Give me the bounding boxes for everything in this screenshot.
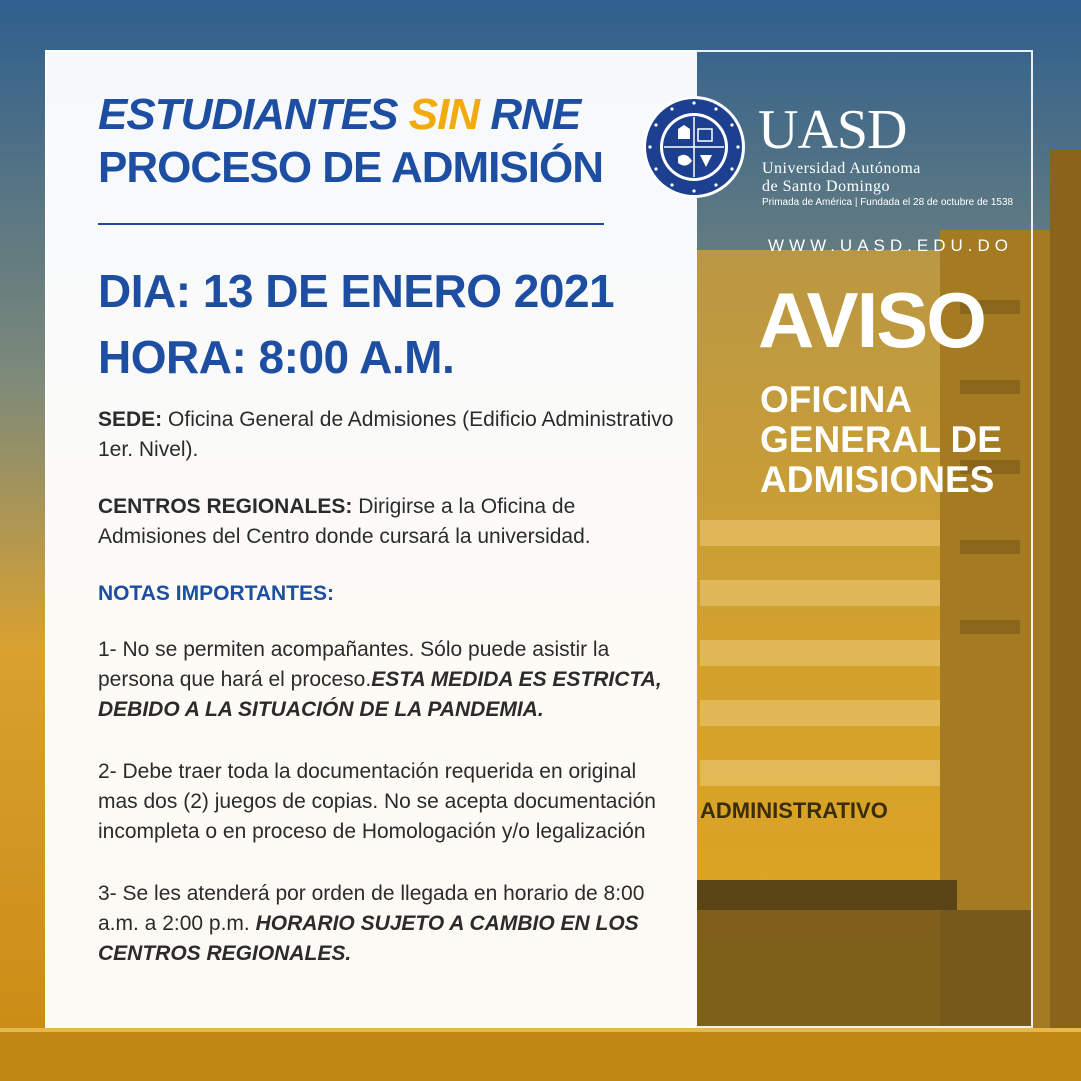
university-seal-icon (642, 95, 746, 199)
title-word-rne: RNE (490, 90, 581, 139)
title-word-sin: SIN (408, 90, 480, 139)
page-subtitle: PROCESO DE ADMISIÓN (98, 143, 603, 192)
event-date: DIA: 13 DE ENERO 2021 (98, 265, 615, 317)
brand-tagline: Primada de América | Fundada el 28 de octubre de 1538 (762, 197, 1014, 208)
note-text: 3- Se les atenderá por orden de llegada en horario de 8:00 a.m. a 2:00 p.m. (98, 882, 645, 935)
event-time: HORA: 8:00 A.M. (98, 331, 455, 383)
brand-name-line2: de Santo Domingo (762, 178, 890, 195)
sede-text: Oficina General de Admisiones (Edificio Administrativo 1er. Nivel). (98, 408, 674, 461)
sede-paragraph (98, 405, 678, 465)
sede-label: SEDE: (98, 408, 163, 431)
brand-acronym: UASD (758, 99, 907, 161)
brand-name-line1: Universidad Autónoma (762, 160, 921, 177)
notes-heading: NOTAS IMPORTANTES: (98, 582, 335, 605)
title-divider (98, 223, 604, 225)
note-text: 2- Debe traer toda la documentación requerida en original mas dos (2) juegos de copias. No se acepta documentación incompleta o en proceso de Homologación y/o legalización (98, 760, 656, 843)
building-sign: ADMINISTRATIVO (700, 798, 888, 823)
centros-text: Dirigirse a la Oficina de Admisiones del Centro donde cursará la universidad. (98, 495, 591, 548)
note-item (98, 879, 678, 969)
centros-label: CENTROS REGIONALES: (98, 495, 353, 518)
title-word-estudiantes: ESTUDIANTES (98, 90, 398, 139)
note-text: 1- No se permiten acompañantes. Sólo puede asistir la persona que hará el proceso. (98, 638, 610, 691)
note-item (98, 635, 678, 725)
website-url: WWW.UASD.EDU.DO (768, 236, 1013, 255)
note-item (98, 757, 678, 847)
note-emphasis: HORARIO SUJETO A CAMBIO EN LOS CENTROS REGIONALES. (98, 912, 639, 965)
notice-office: OFICINA GENERAL DE ADMISIONES (760, 379, 1002, 500)
note-emphasis: ESTA MEDIDA ES ESTRICTA, DEBIDO A LA SITUACIÓN DE LA PANDEMIA. (98, 668, 662, 721)
page-title (98, 90, 580, 140)
centros-paragraph (98, 492, 678, 552)
notice-headline: AVISO (758, 276, 985, 364)
